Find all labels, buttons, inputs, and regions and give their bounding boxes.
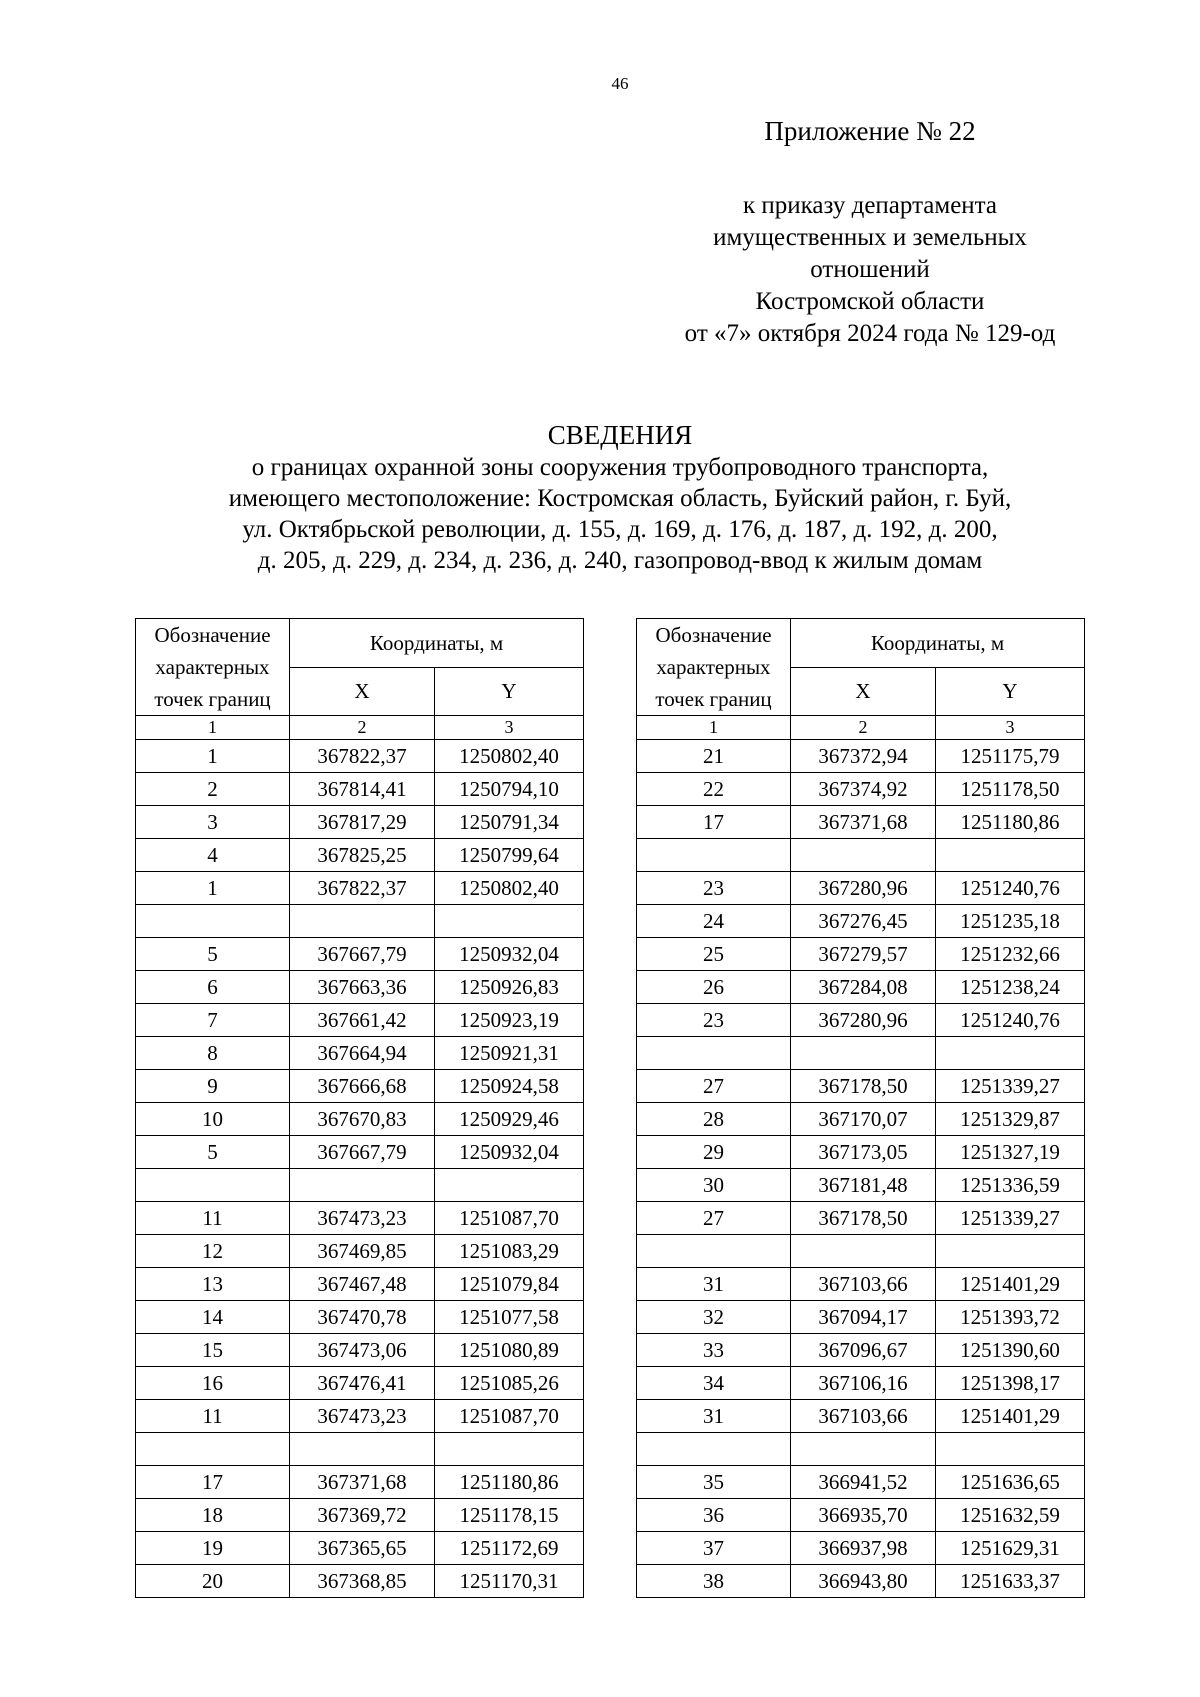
y-coordinate-cell: 1251339,27	[936, 1070, 1085, 1103]
y-coordinate-cell: 1250802,40	[435, 740, 584, 773]
column-number: 3	[936, 716, 1085, 740]
column-number: 2	[791, 716, 936, 740]
designation-header-line: характерных	[656, 655, 771, 679]
y-coordinate-cell: 1250932,04	[435, 938, 584, 971]
point-number-cell: 26	[637, 971, 791, 1004]
table-row	[637, 1136, 1085, 1169]
table-row	[637, 806, 1085, 839]
y-coordinate-cell: 1251178,15	[435, 1499, 584, 1532]
table-row	[136, 1499, 584, 1532]
y-header: Y	[936, 667, 1085, 716]
point-number-cell: 11	[136, 1202, 290, 1235]
x-coordinate-cell: 367467,48	[290, 1268, 435, 1301]
point-number-cell: 14	[136, 1301, 290, 1334]
table-row	[136, 1268, 584, 1301]
x-coordinate-cell: 367473,23	[290, 1202, 435, 1235]
heading-line: о границах охранной зоны сооружения трубопроводного транспорта,	[251, 454, 989, 481]
table-row	[637, 938, 1085, 971]
y-coordinate-cell: 1250923,19	[435, 1004, 584, 1037]
table-row	[637, 773, 1085, 806]
column-number: 2	[290, 716, 435, 740]
x-coordinate-cell: 367473,23	[290, 1400, 435, 1433]
y-coordinate-cell: 1251393,72	[936, 1301, 1085, 1334]
point-number-cell: 10	[136, 1103, 290, 1136]
point-number-cell: 37	[637, 1532, 791, 1565]
y-coordinate-cell: 1251085,26	[435, 1367, 584, 1400]
point-number-cell: 1	[136, 872, 290, 905]
y-coordinate-cell: 1250932,04	[435, 1136, 584, 1169]
point-number-cell: 21	[637, 740, 791, 773]
point-number-cell: 30	[637, 1169, 791, 1202]
x-coordinate-cell	[290, 1433, 435, 1466]
table-row	[136, 1565, 584, 1598]
table-row	[637, 1400, 1085, 1433]
y-coordinate-cell: 1251170,31	[435, 1565, 584, 1598]
y-coordinate-cell: 1251235,18	[936, 905, 1085, 938]
table-row	[136, 1532, 584, 1565]
point-number-cell: 19	[136, 1532, 290, 1565]
table-row	[637, 1103, 1085, 1136]
y-coordinate-cell	[435, 1433, 584, 1466]
point-number-cell: 18	[136, 1499, 290, 1532]
table-row	[136, 839, 584, 872]
designation-header	[136, 619, 290, 716]
point-number-cell: 1	[136, 740, 290, 773]
y-coordinate-cell: 1251398,17	[936, 1367, 1085, 1400]
x-coordinate-cell: 366941,52	[791, 1466, 936, 1499]
x-coordinate-cell: 367666,68	[290, 1070, 435, 1103]
point-number-cell	[136, 1433, 290, 1466]
column-number: 1	[136, 716, 290, 740]
table-row	[637, 1499, 1085, 1532]
point-number-cell: 31	[637, 1400, 791, 1433]
table-row	[136, 971, 584, 1004]
x-coordinate-cell: 367369,72	[290, 1499, 435, 1532]
x-coordinate-cell: 367814,41	[290, 773, 435, 806]
x-coordinate-cell: 367276,45	[791, 905, 936, 938]
order-line: к приказу департамента	[742, 192, 998, 219]
y-coordinate-cell: 1251232,66	[936, 938, 1085, 971]
x-coordinate-cell: 367817,29	[290, 806, 435, 839]
table-row	[136, 1103, 584, 1136]
y-coordinate-cell: 1251180,86	[936, 806, 1085, 839]
x-coordinate-cell: 367103,66	[791, 1268, 936, 1301]
x-coordinate-cell: 367178,50	[791, 1202, 936, 1235]
heading-line: д. 205, д. 229, д. 234, д. 236, д. 240, газопровод-ввод к жилым домам	[257, 547, 983, 574]
x-coordinate-cell: 367280,96	[791, 872, 936, 905]
x-coordinate-cell: 367365,65	[290, 1532, 435, 1565]
y-coordinate-cell: 1251339,27	[936, 1202, 1085, 1235]
table-row	[136, 1202, 584, 1235]
point-number-cell: 17	[637, 806, 791, 839]
heading-title: СВЕДЕНИЯ	[547, 420, 693, 450]
point-number-cell: 16	[136, 1367, 290, 1400]
y-coordinate-cell: 1251401,29	[936, 1268, 1085, 1301]
point-number-cell: 36	[637, 1499, 791, 1532]
table-row	[637, 1433, 1085, 1466]
x-coordinate-cell: 367181,48	[791, 1169, 936, 1202]
table-row	[136, 1433, 584, 1466]
y-coordinate-cell: 1251172,69	[435, 1532, 584, 1565]
y-coordinate-cell: 1250802,40	[435, 872, 584, 905]
x-coordinate-cell: 367822,37	[290, 872, 435, 905]
table-row	[637, 1565, 1085, 1598]
y-coordinate-cell: 1251079,84	[435, 1268, 584, 1301]
point-number-cell: 5	[136, 1136, 290, 1169]
x-coordinate-cell: 367470,78	[290, 1301, 435, 1334]
table-row	[637, 1004, 1085, 1037]
table-row	[136, 1301, 584, 1334]
x-coordinate-cell: 367173,05	[791, 1136, 936, 1169]
point-number-cell: 33	[637, 1334, 791, 1367]
y-coordinate-cell: 1251240,76	[936, 1004, 1085, 1037]
point-number-cell: 2	[136, 773, 290, 806]
x-coordinate-cell	[290, 905, 435, 938]
y-coordinate-cell: 1251336,59	[936, 1169, 1085, 1202]
table-row	[136, 1334, 584, 1367]
x-coordinate-cell	[791, 1433, 936, 1466]
x-coordinate-cell: 367103,66	[791, 1400, 936, 1433]
document-heading	[0, 418, 1200, 576]
y-coordinate-cell: 1250926,83	[435, 971, 584, 1004]
table-row	[136, 773, 584, 806]
y-coordinate-cell: 1251175,79	[936, 740, 1085, 773]
point-number-cell: 7	[136, 1004, 290, 1037]
x-coordinate-cell	[290, 1169, 435, 1202]
table-body	[136, 740, 584, 1598]
y-coordinate-cell: 1251087,70	[435, 1202, 584, 1235]
x-header: X	[290, 667, 435, 716]
point-number-cell	[136, 1169, 290, 1202]
table-row	[637, 1301, 1085, 1334]
y-coordinate-cell: 1251087,70	[435, 1400, 584, 1433]
y-coordinate-cell: 1250921,31	[435, 1037, 584, 1070]
designation-header-line: Обозначение	[154, 623, 271, 647]
x-coordinate-cell	[791, 839, 936, 872]
heading-line: ул. Октябрьской революции, д. 155, д. 169, д. 176, д. 187, д. 192, д. 200,	[242, 516, 998, 543]
y-coordinate-cell: 1251629,31	[936, 1532, 1085, 1565]
designation-header	[637, 619, 791, 716]
y-coordinate-cell: 1250799,64	[435, 839, 584, 872]
x-coordinate-cell: 367667,79	[290, 1136, 435, 1169]
y-coordinate-cell	[936, 1037, 1085, 1070]
x-coordinate-cell	[791, 1235, 936, 1268]
y-coordinate-cell: 1251240,76	[936, 872, 1085, 905]
y-coordinate-cell	[435, 1169, 584, 1202]
x-coordinate-cell: 367476,41	[290, 1367, 435, 1400]
y-coordinate-cell: 1251401,29	[936, 1400, 1085, 1433]
table-row	[136, 740, 584, 773]
designation-header-line: точек границ	[655, 687, 772, 711]
y-coordinate-cell	[936, 1433, 1085, 1466]
point-number-cell: 6	[136, 971, 290, 1004]
point-number-cell: 9	[136, 1070, 290, 1103]
coordinates-header: Координаты, м	[290, 619, 584, 668]
x-coordinate-cell: 367667,79	[290, 938, 435, 971]
x-coordinate-cell: 366937,98	[791, 1532, 936, 1565]
y-coordinate-cell: 1251178,50	[936, 773, 1085, 806]
x-coordinate-cell: 367279,57	[791, 938, 936, 971]
point-number-cell: 17	[136, 1466, 290, 1499]
point-number-cell	[637, 1433, 791, 1466]
point-number-cell: 4	[136, 839, 290, 872]
point-number-cell: 23	[637, 1004, 791, 1037]
x-coordinate-cell: 367371,68	[290, 1466, 435, 1499]
table-row	[136, 1169, 584, 1202]
x-coordinate-cell: 367825,25	[290, 839, 435, 872]
x-coordinate-cell: 367469,85	[290, 1235, 435, 1268]
y-coordinate-cell: 1251077,58	[435, 1301, 584, 1334]
point-number-cell: 38	[637, 1565, 791, 1598]
x-coordinate-cell: 367106,16	[791, 1367, 936, 1400]
table-row	[637, 872, 1085, 905]
table-row	[637, 1202, 1085, 1235]
point-number-cell	[637, 839, 791, 872]
y-coordinate-cell: 1251390,60	[936, 1334, 1085, 1367]
column-number: 3	[435, 716, 584, 740]
x-coordinate-cell: 367178,50	[791, 1070, 936, 1103]
x-coordinate-cell: 367368,85	[290, 1565, 435, 1598]
y-coordinate-cell: 1251083,29	[435, 1235, 584, 1268]
y-coordinate-cell: 1251180,86	[435, 1466, 584, 1499]
table-row	[136, 1136, 584, 1169]
table-row	[136, 1400, 584, 1433]
point-number-cell	[637, 1235, 791, 1268]
table-row	[637, 1070, 1085, 1103]
x-coordinate-cell: 367374,92	[791, 773, 936, 806]
point-number-cell: 8	[136, 1037, 290, 1070]
x-coordinate-cell: 367094,17	[791, 1301, 936, 1334]
order-line: Костромской области	[755, 288, 985, 315]
point-number-cell: 3	[136, 806, 290, 839]
appendix-title: Приложение № 22	[764, 116, 976, 146]
x-coordinate-cell: 367284,08	[791, 971, 936, 1004]
heading-line: имеющего местоположение: Костромская область, Буйский район, г. Буй,	[228, 485, 1012, 512]
table-row	[637, 1466, 1085, 1499]
table-row	[136, 1070, 584, 1103]
point-number-cell: 32	[637, 1301, 791, 1334]
point-number-cell: 28	[637, 1103, 791, 1136]
y-coordinate-cell: 1250929,46	[435, 1103, 584, 1136]
designation-header-line: характерных	[155, 655, 270, 679]
y-coordinate-cell: 1251327,19	[936, 1136, 1085, 1169]
y-coordinate-cell: 1250794,10	[435, 773, 584, 806]
x-coordinate-cell: 367473,06	[290, 1334, 435, 1367]
y-coordinate-cell: 1251238,24	[936, 971, 1085, 1004]
table-row	[136, 905, 584, 938]
x-coordinate-cell: 367822,37	[290, 740, 435, 773]
table-row	[637, 1334, 1085, 1367]
point-number-cell: 24	[637, 905, 791, 938]
table-row	[637, 1532, 1085, 1565]
y-coordinate-cell	[936, 1235, 1085, 1268]
order-reference	[600, 190, 1140, 350]
point-number-cell: 29	[637, 1136, 791, 1169]
column-number: 1	[637, 716, 791, 740]
y-coordinate-cell: 1251632,59	[936, 1499, 1085, 1532]
x-header: X	[791, 667, 936, 716]
point-number-cell	[637, 1037, 791, 1070]
table-row	[637, 905, 1085, 938]
x-coordinate-cell: 367280,96	[791, 1004, 936, 1037]
table-body	[637, 740, 1085, 1598]
y-coordinate-cell	[435, 905, 584, 938]
y-header: Y	[435, 667, 584, 716]
table-row	[136, 806, 584, 839]
page-number: 46	[611, 74, 629, 93]
y-coordinate-cell: 1251636,65	[936, 1466, 1085, 1499]
point-number-cell: 23	[637, 872, 791, 905]
coordinates-header: Координаты, м	[791, 619, 1085, 668]
x-coordinate-cell: 367664,94	[290, 1037, 435, 1070]
point-number-cell: 5	[136, 938, 290, 971]
order-line: имущественных и земельных	[713, 224, 1027, 251]
point-number-cell: 35	[637, 1466, 791, 1499]
point-number-cell: 15	[136, 1334, 290, 1367]
y-coordinate-cell: 1251080,89	[435, 1334, 584, 1367]
designation-header-line: точек границ	[154, 687, 271, 711]
designation-header-line: Обозначение	[655, 623, 772, 647]
point-number-cell: 25	[637, 938, 791, 971]
order-line: отношений	[810, 256, 930, 283]
x-coordinate-cell: 367670,83	[290, 1103, 435, 1136]
x-coordinate-cell: 367663,36	[290, 971, 435, 1004]
table-row	[637, 740, 1085, 773]
x-coordinate-cell: 367371,68	[791, 806, 936, 839]
point-number-cell: 27	[637, 1202, 791, 1235]
table-row	[136, 1367, 584, 1400]
point-number-cell: 20	[136, 1565, 290, 1598]
table-row	[637, 1169, 1085, 1202]
point-number-cell: 11	[136, 1400, 290, 1433]
y-coordinate-cell: 1251633,37	[936, 1565, 1085, 1598]
point-number-cell	[136, 905, 290, 938]
table-row	[136, 1466, 584, 1499]
y-coordinate-cell: 1250924,58	[435, 1070, 584, 1103]
table-row	[637, 1037, 1085, 1070]
order-line: от «7» октября 2024 года № 129-од	[684, 320, 1056, 347]
table-row	[637, 1367, 1085, 1400]
table-row	[136, 872, 584, 905]
coordinates-table-right	[636, 618, 1085, 1598]
point-number-cell: 13	[136, 1268, 290, 1301]
x-coordinate-cell: 367170,07	[791, 1103, 936, 1136]
y-coordinate-cell	[936, 839, 1085, 872]
table-row	[637, 1268, 1085, 1301]
table-row	[136, 1004, 584, 1037]
table-row	[637, 1235, 1085, 1268]
x-coordinate-cell	[791, 1037, 936, 1070]
x-coordinate-cell: 366935,70	[791, 1499, 936, 1532]
x-coordinate-cell: 366943,80	[791, 1565, 936, 1598]
table-row	[637, 971, 1085, 1004]
table-row	[136, 938, 584, 971]
point-number-cell: 31	[637, 1268, 791, 1301]
table-row	[637, 839, 1085, 872]
point-number-cell: 22	[637, 773, 791, 806]
coordinates-table-left	[135, 618, 584, 1598]
point-number-cell: 12	[136, 1235, 290, 1268]
y-coordinate-cell: 1250791,34	[435, 806, 584, 839]
point-number-cell: 34	[637, 1367, 791, 1400]
x-coordinate-cell: 367372,94	[791, 740, 936, 773]
point-number-cell: 27	[637, 1070, 791, 1103]
x-coordinate-cell: 367096,67	[791, 1334, 936, 1367]
y-coordinate-cell: 1251329,87	[936, 1103, 1085, 1136]
x-coordinate-cell: 367661,42	[290, 1004, 435, 1037]
table-row	[136, 1037, 584, 1070]
table-row	[136, 1235, 584, 1268]
